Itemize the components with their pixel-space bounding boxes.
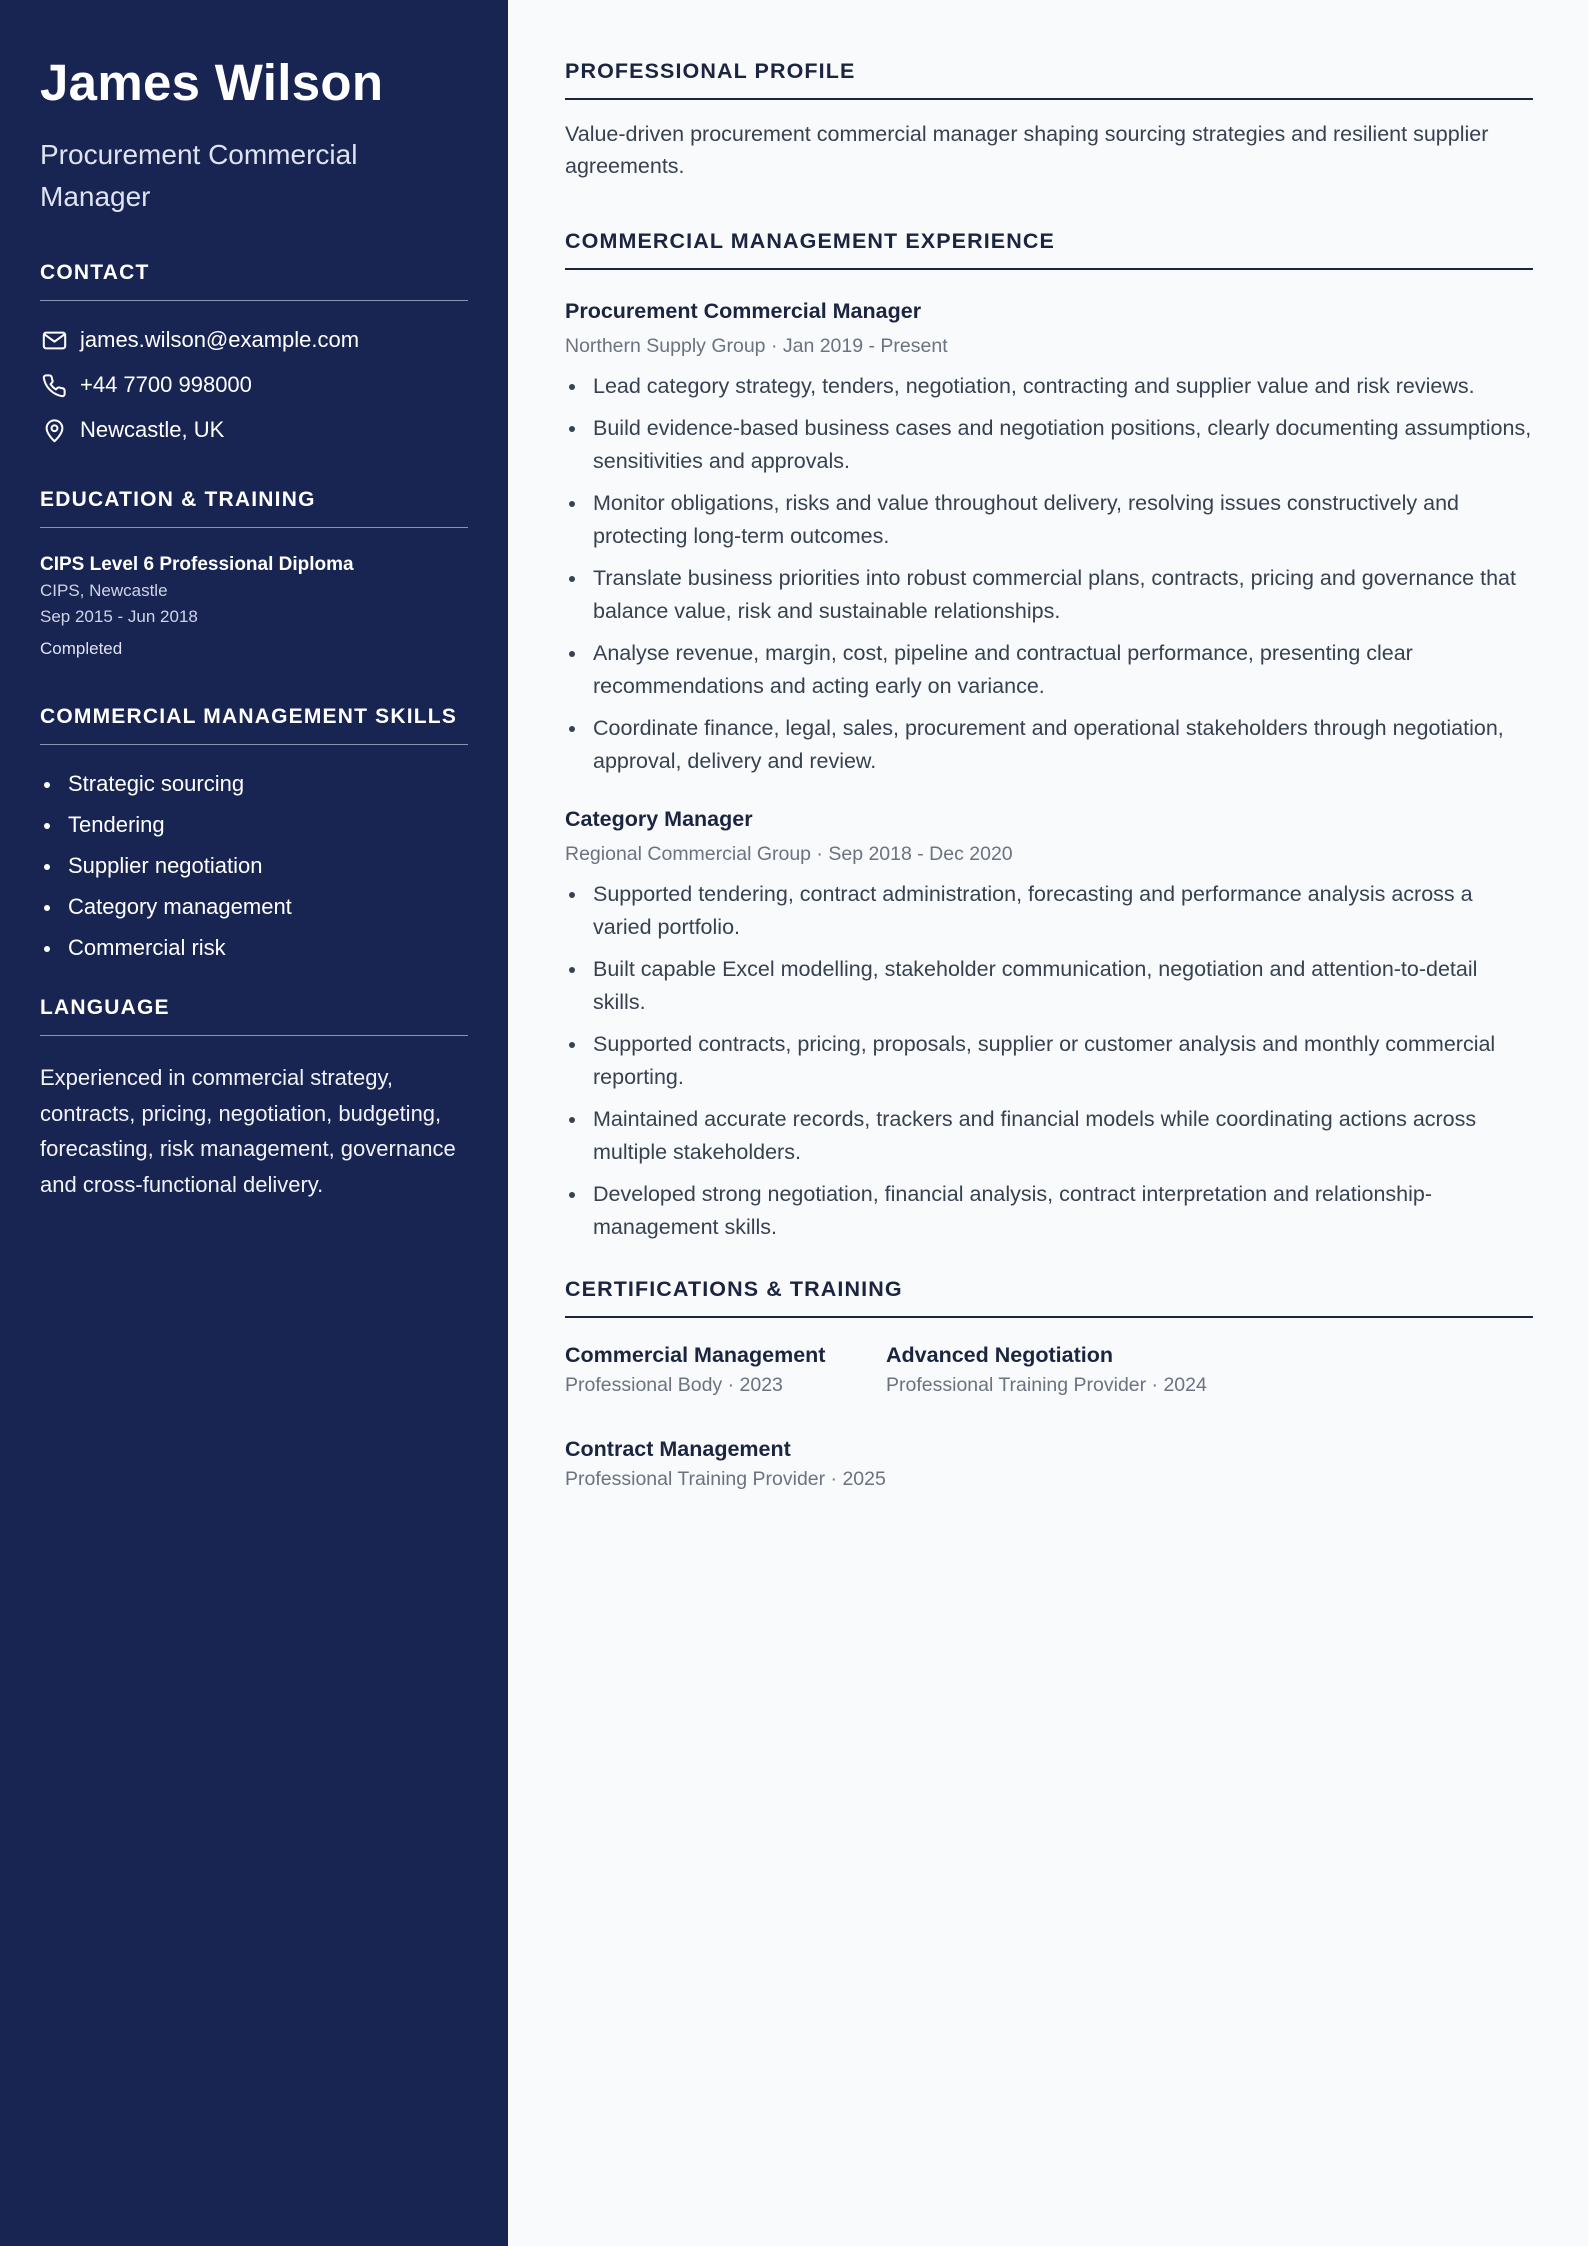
skill-item: Category management xyxy=(40,892,468,922)
skill-item: Tendering xyxy=(40,810,468,840)
email-text: james.wilson@example.com xyxy=(80,327,360,352)
job-bullet: Monitor obligations, risks and value throughout delivery, resolving issues constructively and protecting long-term outcomes. xyxy=(565,487,1533,553)
job-bullet: Supported contracts, pricing, proposals, supplier or customer analysis and monthly commercial reporting. xyxy=(565,1028,1533,1094)
job-entry-meta: Northern Supply Group · Jan 2019 - Present xyxy=(565,335,948,357)
contact-location xyxy=(40,415,468,445)
location-pin-icon xyxy=(40,416,68,444)
language-heading: LANGUAGE xyxy=(40,993,468,1036)
experience-heading: COMMERCIAL MANAGEMENT EXPERIENCE xyxy=(565,226,1533,270)
mail-icon xyxy=(40,326,68,354)
job-bullets xyxy=(565,878,1533,1244)
job-bullets xyxy=(565,370,1533,778)
contact-heading: CONTACT xyxy=(40,258,468,301)
certifications-heading: CERTIFICATIONS & TRAINING xyxy=(565,1274,1533,1318)
job-entry-title: Procurement Commercial Manager xyxy=(565,299,922,323)
job-bullet: Translate business priorities into robust commercial plans, contracts, pricing and governance that balance value, risk and sustainable relationships. xyxy=(565,562,1533,628)
job-bullet: Supported tendering, contract administration, forecasting and performance analysis across a varied portfolio. xyxy=(565,878,1533,944)
job-bullet: Built capable Excel modelling, stakeholder communication, negotiation and attention-to-detail skills. xyxy=(565,953,1533,1019)
education-degree: CIPS Level 6 Professional Diploma xyxy=(40,554,354,575)
sidebar xyxy=(0,0,508,2246)
certification-item xyxy=(565,1434,1533,1494)
education-dates: Sep 2015 - Jun 2018 xyxy=(40,607,198,626)
job-entry xyxy=(565,296,1533,778)
contact-phone[interactable] xyxy=(40,370,468,400)
job-title: Procurement Commercial Manager xyxy=(40,139,358,212)
experience-section xyxy=(565,226,1533,1244)
certification-item xyxy=(565,1340,886,1400)
job-entry-title: Category Manager xyxy=(565,807,753,831)
job-bullet: Build evidence-based business cases and negotiation positions, clearly documenting assumptions, sensitivities and approvals. xyxy=(565,412,1533,478)
job-entry-meta: Regional Commercial Group · Sep 2018 - Dec 2020 xyxy=(565,843,1013,865)
profile-section xyxy=(565,56,1533,182)
education-section xyxy=(40,485,468,662)
education-institution: CIPS, Newcastle xyxy=(40,581,168,600)
skills-section xyxy=(40,702,468,963)
skills-heading: COMMERCIAL MANAGEMENT SKILLS xyxy=(40,702,468,745)
skill-item: Commercial risk xyxy=(40,933,468,963)
education-status: Completed xyxy=(40,639,123,658)
job-bullet: Coordinate finance, legal, sales, procurement and operational stakeholders through negotiation, approval, delivery and review. xyxy=(565,712,1533,778)
skill-item: Strategic sourcing xyxy=(40,769,468,799)
job-bullet: Analyse revenue, margin, cost, pipeline and contractual performance, presenting clear recommendations and acting early on variance. xyxy=(565,637,1533,703)
certification-meta: Professional Body · 2023 xyxy=(565,1374,783,1396)
phone-text: +44 7700 998000 xyxy=(80,372,252,397)
certification-meta: Professional Training Provider · 2025 xyxy=(565,1468,886,1490)
profile-text: Value-driven procurement commercial manager shaping sourcing strategies and resilient supplier agreements. xyxy=(565,122,1489,178)
candidate-name: James Wilson xyxy=(40,54,384,111)
language-section xyxy=(40,993,468,1202)
certification-name: Contract Management xyxy=(565,1437,791,1461)
certification-name: Advanced Negotiation xyxy=(886,1343,1113,1367)
certifications-list xyxy=(565,1340,1533,1528)
certifications-section xyxy=(565,1274,1533,1528)
certification-item xyxy=(886,1340,1526,1400)
certification-name: Commercial Management xyxy=(565,1343,826,1367)
location-text: Newcastle, UK xyxy=(80,417,225,442)
job-bullet: Developed strong negotiation, financial analysis, contract interpretation and relationship-management skills. xyxy=(565,1178,1533,1244)
contact-email[interactable] xyxy=(40,325,468,355)
profile-heading: PROFESSIONAL PROFILE xyxy=(565,56,1533,100)
phone-icon xyxy=(40,371,68,399)
job-entry xyxy=(565,804,1533,1244)
language-text: Experienced in commercial strategy, contracts, pricing, negotiation, budgeting, forecasting, risk management, governance and cross-functional delivery. xyxy=(40,1065,456,1197)
skills-list xyxy=(40,769,468,963)
skill-item: Supplier negotiation xyxy=(40,851,468,881)
job-bullet: Maintained accurate records, trackers and financial models while coordinating actions across multiple stakeholders. xyxy=(565,1103,1533,1169)
education-heading: EDUCATION & TRAINING xyxy=(40,485,468,528)
certification-meta: Professional Training Provider · 2024 xyxy=(886,1374,1207,1396)
job-bullet: Lead category strategy, tenders, negotiation, contracting and supplier value and risk reviews. xyxy=(565,370,1533,403)
contact-section xyxy=(40,258,468,445)
main-content xyxy=(565,0,1533,1528)
